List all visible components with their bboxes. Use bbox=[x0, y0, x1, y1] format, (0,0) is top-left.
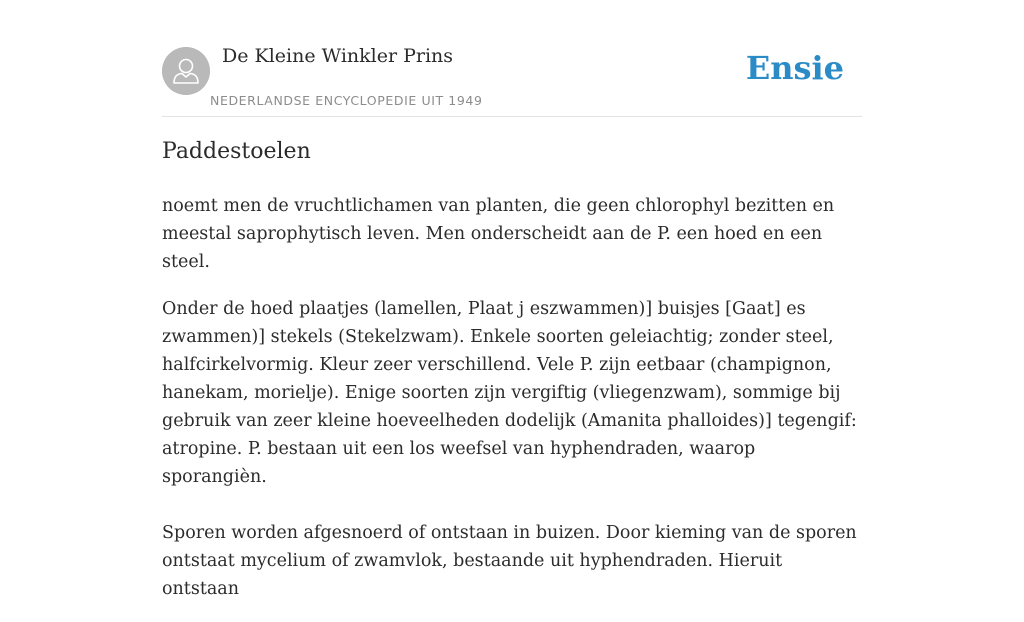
user-placeholder-icon[interactable] bbox=[162, 47, 210, 95]
article-paragraph: noemt men de vruchtlichamen van planten, die geen chlorophyl bezitten en meestal saprophytisch leven. Men onderscheidt aan de P. een hoed en een steel. bbox=[162, 196, 835, 272]
source-header bbox=[162, 0, 862, 117]
article-paragraph: Sporen worden afgesnoerd of ontstaan in buizen. Door kieming van de sporen ontstaat mycelium of zwamvlok, bestaande uit hyphendraden. Hieruit ontstaan bbox=[162, 523, 857, 599]
source-title-link[interactable]: De Kleine Winkler Prins bbox=[222, 45, 454, 67]
brand-logo-link[interactable]: Ensie bbox=[745, 49, 844, 87]
source-subtitle: NEDERLANDSE ENCYCLOPEDIE UIT 1949 bbox=[210, 93, 483, 108]
article-paragraph: Onder de hoed plaatjes (lamellen, Plaat j eszwammen)] buisjes [Gaat] es zwammen)] stekels (Stekelzwam). Enkele soorten geleiachtig; zonder steel, halfcirkelvormig. Kleur zeer verschillend. Vele P. zijn eetbaar (champignon, hanekam, morielje). Enige soorten zijn vergiftig (vliegenzwam), sommige bij gebruik van zeer kleine hoeveelheden dodelijk (Amanita phalloides)] tegengif: atropine. P. bestaan uit een los weefsel van hyphendraden, waarop sporangièn. bbox=[162, 299, 857, 487]
article-title: Paddestoelen bbox=[162, 139, 311, 164]
page bbox=[162, 0, 862, 599]
article-body bbox=[162, 192, 862, 622]
